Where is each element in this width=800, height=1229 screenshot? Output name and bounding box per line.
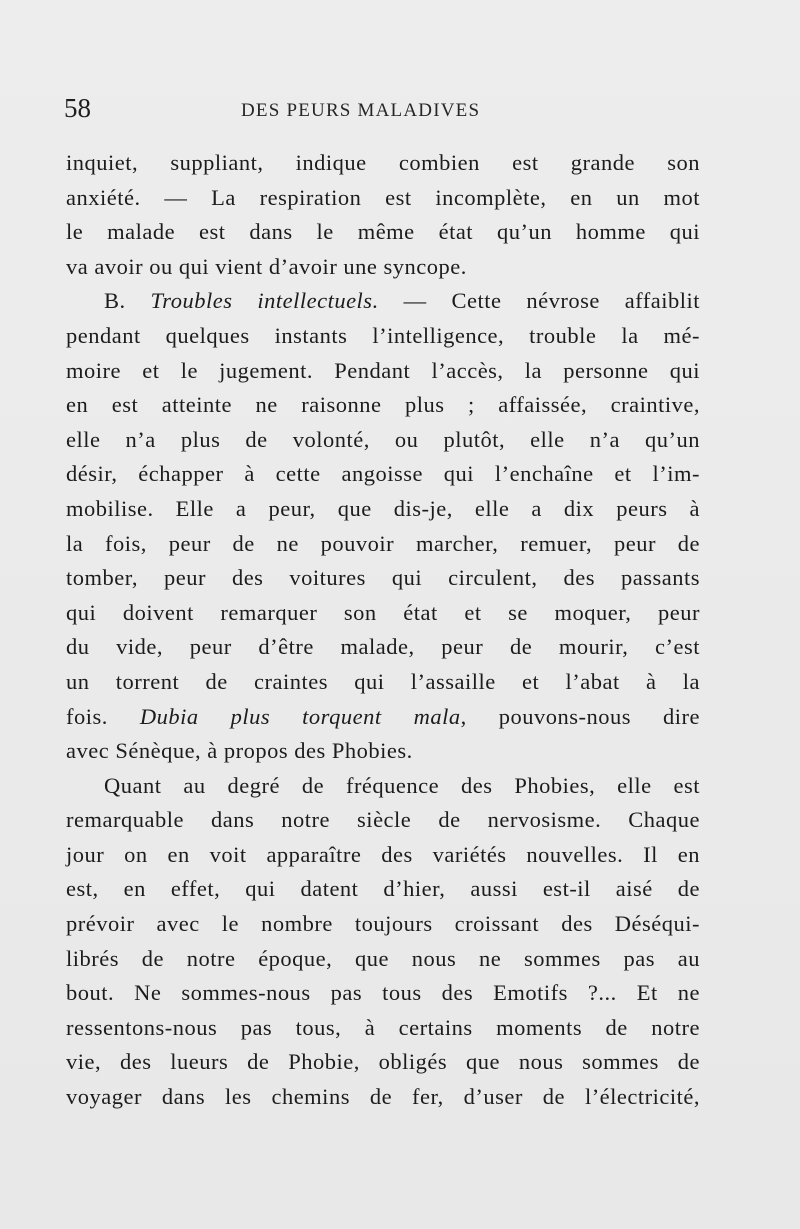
text-line: anxiété. — La respiration est incomplète, en un mot (66, 184, 700, 210)
page-header (64, 93, 704, 129)
text-line: remarquable dans notre siècle de nervosisme. Chaque (66, 807, 700, 833)
text-segment: , pouvons-nous dire (460, 703, 700, 729)
text-line: vie, des lueurs de Phobie, obligés que nous sommes de (66, 1049, 700, 1075)
text-line: Quant au degré de fréquence des Phobies, elle est (104, 772, 700, 798)
text-line: est, en effet, qui datent d’hier, aussi est-il aisé de (66, 876, 700, 902)
text-segment: fois. (66, 703, 140, 729)
text-line: le malade est dans le même état qu’un homme qui (66, 219, 700, 245)
text-line: bout. Ne sommes-nous pas tous des Emotifs ?... Et ne (66, 980, 700, 1006)
text-line (66, 700, 700, 735)
italic-text: Troubles intellectuels. (150, 288, 379, 314)
page-number: 58 (64, 93, 91, 123)
italic-text: Dubia plus torquent mala (139, 703, 461, 729)
running-head: DES PEURS MALADIVES (241, 100, 481, 121)
text-line: voyager dans les chemins de fer, d’user de l’électricité, (66, 1084, 700, 1110)
text-line: prévoir avec le nombre toujours croissant des Déséqui- (66, 911, 700, 937)
text-line: un torrent de craintes qui l’assaille et l’abat à la (66, 668, 700, 694)
text-line: en est atteinte ne raisonne plus ; affaissée, craintive, (66, 392, 700, 418)
text-line: elle n’a plus de volonté, ou plutôt, elle n’a qu’un (66, 426, 700, 452)
body-text (66, 146, 700, 1115)
text-line: mobilise. Elle a peur, que dis-je, elle a dix peurs à (66, 495, 700, 521)
text-line: la fois, peur de ne pouvoir marcher, remuer, peur de (66, 530, 700, 556)
text-line: inquiet, suppliant, indique combien est grande son (66, 150, 700, 175)
text-line: jour on en voit apparaître des variétés nouvelles. Il en (66, 841, 700, 867)
text-line: librés de notre époque, que nous ne sommes pas au (66, 945, 700, 971)
text-line: tomber, peur des voitures qui circulent, des passants (66, 565, 700, 591)
text-line: désir, échapper à cette angoisse qui l’enchaîne et l’im- (66, 461, 700, 487)
text-line: du vide, peur d’être malade, peur de mourir, c’est (66, 634, 700, 660)
text-line: avec Sénèque, à propos des Phobies. (66, 738, 413, 764)
text-line: pendant quelques instants l’intelligence, trouble la mé- (66, 322, 700, 348)
text-line (66, 284, 700, 319)
text-line: ressentons-nous pas tous, à certains moments de notre (66, 1014, 700, 1040)
text-segment: B. (104, 288, 151, 314)
text-segment: — Cette névrose affaiblit (378, 288, 701, 314)
text-line: moire et le jugement. Pendant l’accès, la personne qui (66, 357, 700, 383)
text-line: va avoir ou qui vient d’avoir une syncope. (66, 253, 467, 279)
text-line: qui doivent remarquer son état et se moquer, peur (66, 599, 700, 625)
